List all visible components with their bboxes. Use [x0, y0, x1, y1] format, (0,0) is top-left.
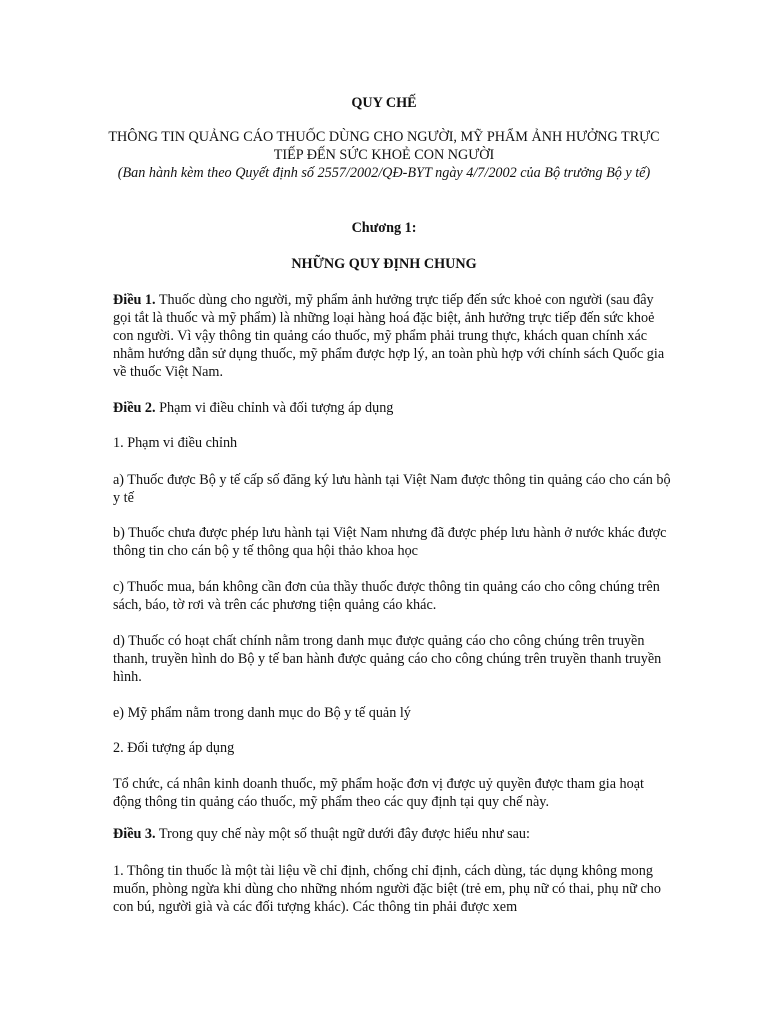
article-2: [113, 399, 673, 417]
article-1: [113, 291, 673, 381]
chapter-heading: Chương 1:: [351, 220, 417, 236]
article-3-label: Điều 3.: [113, 826, 156, 842]
article-2-item-a: a) Thuốc được Bộ y tế cấp số đăng ký lưu hành tại Việt Nam được thông tin quảng cáo cho cán bộ y tế: [113, 472, 671, 506]
article-2-text: Phạm vi điều chỉnh và đối tượng áp dụng: [155, 400, 394, 416]
article-2-item-e: e) Mỹ phẩm nằm trong danh mục do Bộ y tế quản lý: [113, 705, 411, 721]
article-2-subjects-heading: 2. Đối tượng áp dụng: [113, 740, 235, 756]
article-2-scope-heading: 1. Phạm vi điều chỉnh: [113, 435, 238, 451]
article-2-item-d: d) Thuốc có hoạt chất chính nằm trong danh mục được quảng cáo cho công chúng trên truyền thanh, truyền hình do Bộ y tế ban hành được quảng cáo cho công chúng trên truyền thanh truyền hình.: [113, 633, 662, 685]
article-2-subjects-text: Tổ chức, cá nhân kinh doanh thuốc, mỹ phẩm hoặc đơn vị được uỷ quyền được tham gia hoạt động thông tin quảng cáo thuốc, mỹ phẩm theo các quy định tại quy chế này.: [113, 776, 644, 810]
article-1-text: Thuốc dùng cho người, mỹ phẩm ảnh hưởng trực tiếp đến sức khoẻ con người (sau đây gọi tắt là thuốc và mỹ phẩm) là những loại hàng hoá đặc biệt, ảnh hưởng trực tiếp đến sức khoẻ con người. Vì vậy thông tin quảng cáo thuốc, mỹ phẩm phải trung thực, khách quan chính xác nhằm hướng dẫn sử dụng thuốc, mỹ phẩm được hợp lý, an toàn phù hợp với chính sách Quốc gia về thuốc Việt Nam.: [113, 292, 665, 380]
article-3-item-1: 1. Thông tin thuốc là một tài liệu về chỉ định, chống chỉ định, cách dùng, tác dụng không mong muốn, phòng ngừa khi dùng cho những nhóm người đặc biệt (trẻ em, phụ nữ có thai, phụ nữ cho con bú, người già và các đối tượng khác). Các thông tin phải được xem: [113, 863, 661, 915]
article-3: [113, 825, 673, 843]
document-subtitle: THÔNG TIN QUẢNG CÁO THUỐC DÙNG CHO NGƯỜI, MỸ PHẨM ẢNH HƯỞNG TRỰC TIẾP ĐẾN SỨC KHOẺ CON NGƯỜI: [108, 129, 660, 163]
document-title: QUY CHẾ: [351, 95, 417, 111]
article-2-label: Điều 2.: [113, 400, 156, 416]
article-1-label: Điều 1.: [113, 292, 156, 308]
article-2-item-c: c) Thuốc mua, bán không cần đơn của thầy thuốc được thông tin quảng cáo cho công chúng trên sách, báo, tờ rơi và trên các phương tiện quảng cáo khác.: [113, 579, 660, 613]
article-3-text: Trong quy chế này một số thuật ngữ dưới đây được hiểu như sau:: [155, 826, 530, 842]
issuance-note: (Ban hành kèm theo Quyết định số 2557/2002/QĐ-BYT ngày 4/7/2002 của Bộ trưởng Bộ y tế): [117, 165, 651, 181]
chapter-title: NHỮNG QUY ĐỊNH CHUNG: [291, 256, 477, 272]
article-2-item-b: b) Thuốc chưa được phép lưu hành tại Việt Nam nhưng đã được phép lưu hành ở nước khác được thông tin cho cán bộ y tế thông qua hội thảo khoa học: [113, 525, 667, 559]
